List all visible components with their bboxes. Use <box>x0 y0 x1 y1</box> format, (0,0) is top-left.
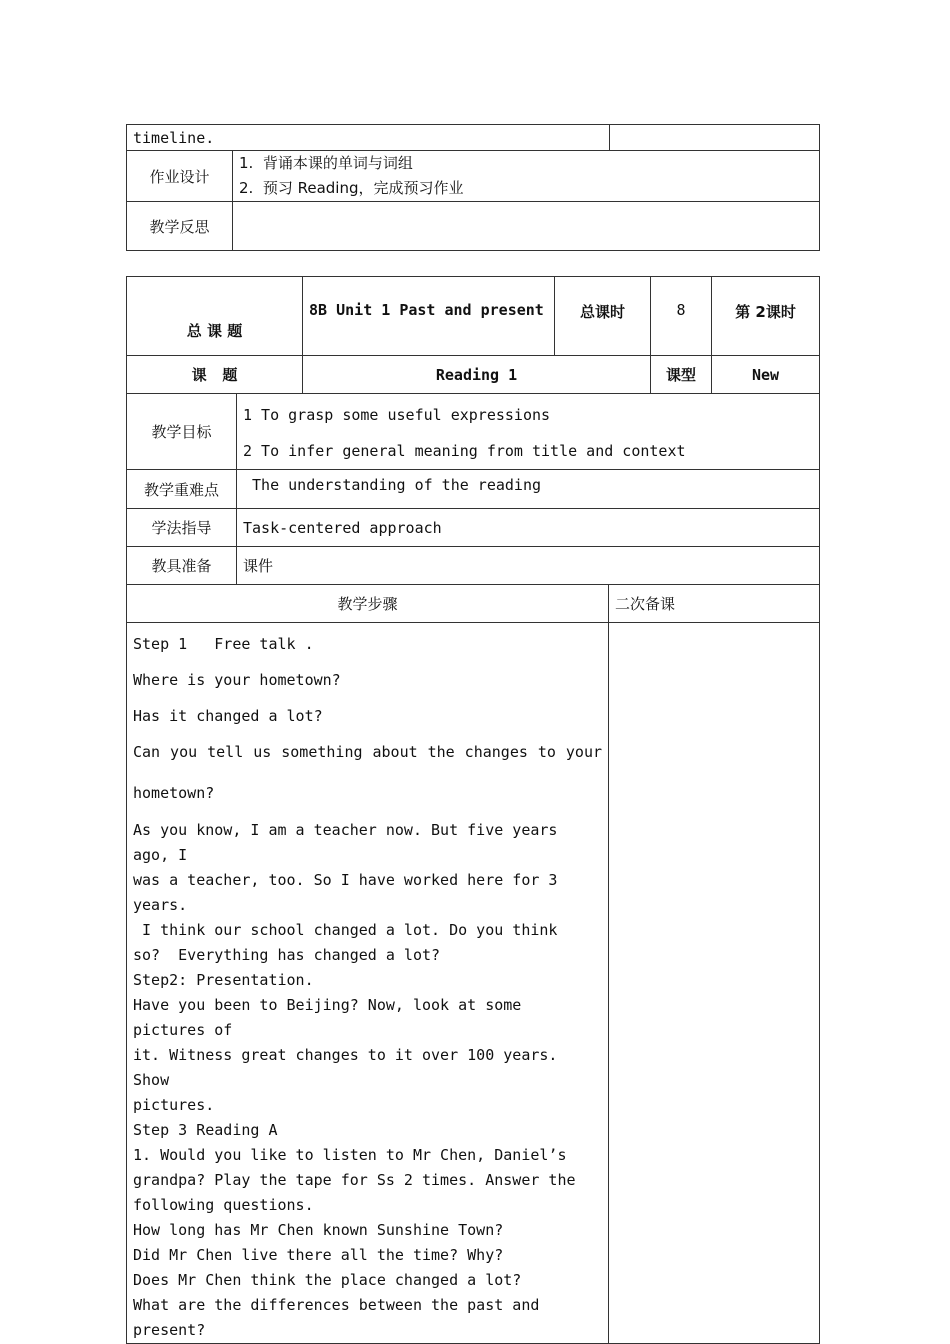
goals-list <box>237 394 820 470</box>
reflection-value <box>233 202 820 251</box>
step-line: pictures. <box>133 1096 215 1114</box>
timeline-continuation: timeline. <box>127 125 610 151</box>
step-line: I think our school changed a lot. Do you think <box>133 921 558 939</box>
step-line: What are the differences between the past and present? <box>133 1296 549 1339</box>
topic-label: 总 课 题 <box>127 277 303 356</box>
step-line: Has it changed a lot? <box>133 707 323 725</box>
tools-value: 课件 <box>237 547 820 585</box>
homework-list <box>233 151 820 202</box>
reflection-label: 教学反思 <box>127 202 233 251</box>
prep-header: 二次备课 <box>609 585 820 623</box>
step-line: Step 3 Reading A <box>133 1121 278 1139</box>
steps-header: 教学步骤 <box>127 585 609 623</box>
goals-label: 教学目标 <box>127 394 237 470</box>
step-line: hometown? <box>133 784 215 802</box>
method-label: 学法指导 <box>127 509 237 547</box>
step-line: it. Witness great changes to it over 100 years. Show <box>133 1046 567 1089</box>
step-line: following questions. <box>133 1196 314 1214</box>
total-periods-label: 总课时 <box>555 277 651 356</box>
step-line: was a teacher, too. So I have worked here for 3 years. <box>133 871 567 914</box>
step-line: Does Mr Chen think the place changed a lot? <box>133 1271 522 1289</box>
step-line: Where is your hometown? <box>133 671 341 689</box>
step-line: 1. Would you like to listen to Mr Chen, Daniel’s <box>133 1146 567 1164</box>
type-label: 课型 <box>651 356 712 394</box>
tools-label: 教具准备 <box>127 547 237 585</box>
title-label: 课 题 <box>127 356 303 394</box>
step-line: Have you been to Beijing? Now, look at some pictures of <box>133 996 531 1039</box>
prep-notes <box>609 623 820 1344</box>
step-line: Did Mr Chen live there all the time? Why? <box>133 1246 504 1264</box>
total-periods-value: 8 <box>651 277 712 356</box>
type-value: New <box>712 356 820 394</box>
step-line: Can you tell us something about the changes to your <box>133 743 603 761</box>
homework-item: 1. 背诵本课的单词与词组 <box>239 154 413 172</box>
lesson-plan-table <box>126 276 820 1344</box>
goal-item: 2 To infer general meaning from title and context <box>243 442 686 460</box>
method-value: Task-centered approach <box>237 509 820 547</box>
step-line: grandpa? Play the tape for Ss 2 times. Answer the <box>133 1171 576 1189</box>
empty-cell <box>610 125 820 151</box>
step-line: How long has Mr Chen known Sunshine Town? <box>133 1221 504 1239</box>
teaching-steps <box>127 623 609 1344</box>
keypoints-label: 教学重难点 <box>127 470 237 509</box>
homework-item: 2. 预习 Reading，完成预习作业 <box>239 179 464 197</box>
title-value: Reading 1 <box>303 356 651 394</box>
step-line: As you know, I am a teacher now. But five years ago, I <box>133 821 567 864</box>
keypoints-value: The understanding of the reading <box>237 470 820 509</box>
goal-item: 1 To grasp some useful expressions <box>243 406 551 424</box>
step-line: so? Everything has changed a lot? <box>133 946 441 964</box>
step-line: Step 1 Free talk . <box>133 635 314 653</box>
homework-label: 作业设计 <box>127 151 233 202</box>
step-line: Step2: Presentation. <box>133 971 314 989</box>
period-number: 第 2课时 <box>712 277 820 356</box>
previous-lesson-table <box>126 124 820 251</box>
topic-value: 8B Unit 1 Past and present <box>303 277 555 356</box>
